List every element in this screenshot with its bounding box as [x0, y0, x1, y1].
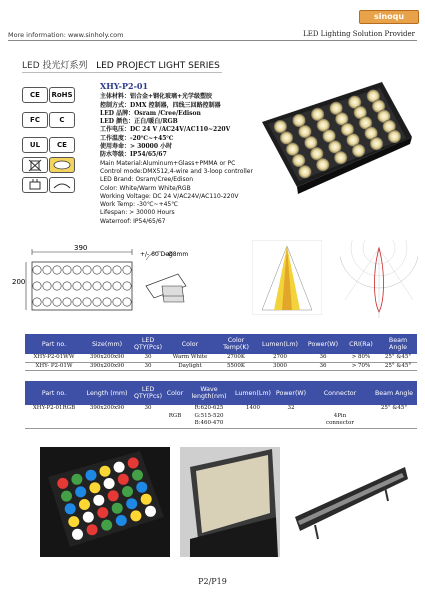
- title-rule: [22, 72, 222, 73]
- col-connector: Connector: [309, 381, 371, 405]
- table-cell: 2700K: [215, 354, 257, 362]
- table-row: [25, 413, 417, 421]
- col-beam-angle: Beam Angle: [371, 381, 417, 405]
- spec-line-cn: 使用寿命：> 30000 小时: [100, 143, 173, 151]
- table-cell: 36: [303, 362, 343, 371]
- col-power: Power(W): [273, 381, 309, 405]
- ce-mark-icon: CE: [22, 87, 48, 103]
- table-row: [25, 405, 417, 413]
- series-title-cn: LED 投光灯系列: [22, 61, 88, 71]
- table-cell: 25° &45°: [380, 405, 408, 411]
- col-led-qty: LED QTY(Pcs): [131, 381, 165, 405]
- table-cell: 390x200x90: [83, 362, 131, 371]
- spec-line-en: Waterroof: IP54/65/67: [100, 217, 166, 225]
- table-cell: [273, 420, 309, 428]
- linear-product-photo: [290, 447, 410, 557]
- c-mark-icon: C: [49, 112, 75, 128]
- height-label: 200: [12, 278, 26, 286]
- weee-bin-icon: [22, 157, 48, 173]
- spec-line-en: Main Material:Aluminum+Glass+PMMA or PC: [100, 159, 236, 167]
- table-cell: [273, 413, 309, 421]
- spec-line-cn: 工作温度：-20℃~+45℃: [100, 134, 174, 142]
- table-cell: [233, 413, 273, 421]
- table-cell: XHY-P2-01RGB: [32, 405, 76, 411]
- beam-cone-diagram: [252, 240, 322, 315]
- more-info: [8, 31, 123, 39]
- col-cri: CRI(Ra): [343, 334, 379, 354]
- spec-line-en: LED Brand: Osram/Cree/Edison: [100, 176, 194, 184]
- table-cell: > 80%: [343, 354, 379, 362]
- brand-logo[interactable]: sinoqu: [359, 10, 419, 24]
- page-number: P2/P19: [198, 577, 227, 586]
- spec-table-rgb: [25, 381, 417, 429]
- col-color: Color: [165, 381, 185, 405]
- table-header-row: [25, 334, 417, 354]
- table-cell: Warm White: [165, 354, 215, 362]
- table-cell: RGB: [168, 412, 182, 419]
- table-cell: XHY- P2-01W: [25, 362, 83, 371]
- ul-mark-icon: UL: [22, 137, 48, 153]
- rgb-product-photo: [40, 447, 170, 557]
- table-cell: 2700: [257, 354, 303, 362]
- table-cell: > 70%: [343, 362, 379, 371]
- table-cell: 3000: [257, 362, 303, 371]
- spec-table-white: [25, 334, 417, 371]
- col-power: Power(W): [303, 334, 343, 354]
- table-cell: connector: [309, 420, 371, 428]
- hole-label: Ø8mm: [168, 251, 189, 258]
- energy-label-icon: [49, 157, 75, 173]
- certification-icons: [22, 82, 80, 197]
- table-cell: [25, 413, 83, 421]
- series-title: [22, 58, 220, 71]
- table-cell: [83, 413, 131, 421]
- side-view-drawing: [138, 246, 200, 306]
- power-cord-icon: [49, 177, 75, 193]
- table-cell: [25, 420, 83, 428]
- table-cell: 30: [131, 354, 165, 362]
- product-photos: [40, 447, 410, 557]
- col-size: Size(mm): [83, 334, 131, 354]
- website-link[interactable]: More information: www.sinholy.com: [8, 31, 124, 39]
- width-label: 390: [74, 244, 88, 252]
- col-part-no: Part no.: [25, 381, 83, 405]
- tagline: LED Lighting Solution Provider: [303, 30, 415, 38]
- spec-line-cn: LED 品牌：Osram /Cree/Edison: [100, 109, 201, 117]
- table-cell: G:515-520: [194, 412, 224, 419]
- table-cell: 30: [144, 405, 152, 411]
- table-cell: 1400: [246, 405, 260, 411]
- rohs-mark-icon: RoHS: [49, 87, 75, 103]
- fcc-mark-icon: FC: [22, 112, 48, 128]
- spec-line-cn: LED 颜色：正白/暖白/RGB: [100, 118, 178, 126]
- spec-line-en: Control mode:DMX512,4-wire and 3-loop controller: [100, 167, 253, 175]
- table-cell: [131, 420, 165, 428]
- spec-line-cn: 工作电压：DC 24 V /AC24V/AC110~220V: [100, 126, 231, 134]
- table-cell: B:460-470: [185, 420, 233, 428]
- header-rule: [8, 40, 417, 41]
- col-wavelength: Wave length(nm): [185, 381, 233, 405]
- col-color: Color: [165, 334, 215, 354]
- spec-line-en: Working Voltage: DC 24 V/AC24V/AC110-220V: [100, 192, 239, 200]
- table-cell: 4Pin: [333, 412, 347, 419]
- col-lumen: Lumen(Lm): [257, 334, 303, 354]
- mounted-product-photo: [180, 447, 280, 557]
- series-title-en: LED PROJECT LIGHT SERIES: [96, 61, 220, 71]
- spec-line-cn: 防水等级：IP54/65/67: [100, 151, 167, 159]
- spec-line-en: Work Temp: -30℃~+45℃: [100, 201, 178, 209]
- ce-mark-2-icon: CE: [49, 137, 75, 153]
- table-cell: 390x200x90: [83, 354, 131, 362]
- table-cell: 390x200x90: [89, 405, 125, 411]
- table-cell: [165, 420, 185, 428]
- table-cell: 36: [303, 354, 343, 362]
- spec-line-cn: 主体材料：铝合金+钢化玻璃+光学级塑胶: [100, 93, 213, 101]
- table-cell: Daylight: [165, 362, 215, 371]
- col-color-temp: Color Temp(K): [215, 334, 257, 354]
- table-cell: 5500K: [215, 362, 257, 371]
- table-row: [25, 420, 417, 428]
- table-cell: 25° &45°: [379, 362, 417, 371]
- table-cell: [371, 413, 417, 421]
- col-length: Length (mm): [83, 381, 131, 405]
- col-part-no: Part no.: [25, 334, 83, 354]
- table-cell: [131, 413, 165, 421]
- angle-label: +/- 60 Deg: [140, 251, 173, 258]
- table-cell: [371, 420, 417, 428]
- table-cell: XHY-P2-01WW: [25, 354, 83, 362]
- col-beam-angle: Beam Angle: [379, 334, 417, 354]
- table-cell: [165, 405, 185, 413]
- product-photo: [252, 82, 417, 200]
- spec-line-en: Lifespan: > 30000 Hours: [100, 209, 175, 217]
- col-led-qty: LED QTY(Pcs): [131, 334, 165, 354]
- spec-line-en: Color: White/Warm White/RGB: [100, 184, 191, 192]
- polar-distribution-diagram: [340, 240, 418, 320]
- table-row: [25, 354, 417, 362]
- table-cell: [233, 420, 273, 428]
- spec-line-cn: 控制方式：DMX 控制器，四线三回路控制器: [100, 101, 221, 109]
- table-cell: R:620-625: [194, 405, 224, 411]
- table-row: [25, 362, 417, 371]
- table-cell: 25° &45°: [379, 354, 417, 362]
- table-header-row: [25, 381, 417, 405]
- table-cell: [309, 405, 371, 413]
- table-cell: 32: [287, 405, 295, 411]
- model-number: XHY-P2-01: [100, 81, 149, 91]
- col-lumen: Lumen(Lm): [233, 381, 273, 405]
- table-cell: [83, 420, 131, 428]
- table-cell: 30: [131, 362, 165, 371]
- power-plug-icon: [22, 177, 48, 193]
